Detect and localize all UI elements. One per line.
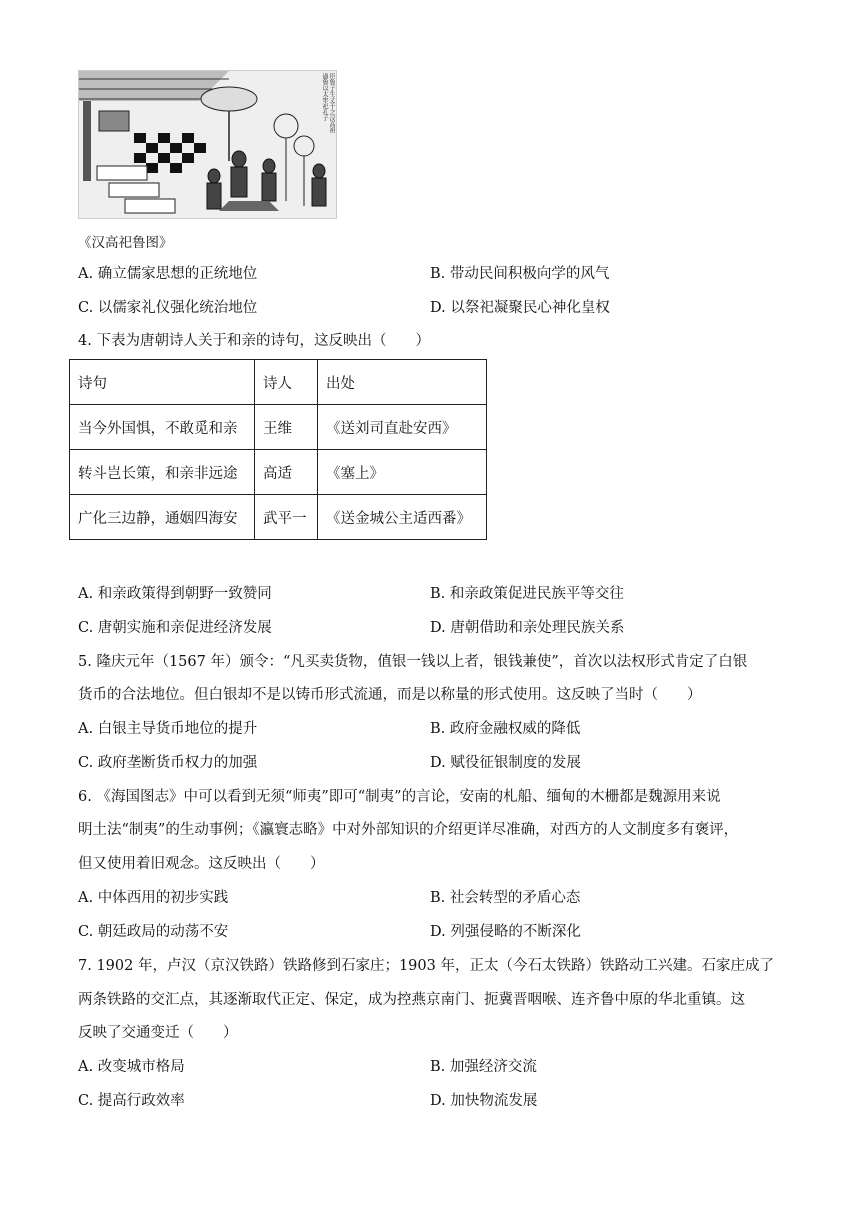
q7-stem-line-3: 反映了交通变迁（ ） bbox=[78, 1025, 238, 1041]
table-header-row bbox=[70, 360, 487, 405]
woodblock-print-image bbox=[79, 71, 336, 218]
table-row bbox=[70, 405, 487, 450]
table-cell: 广化三边静，通姻四海安 bbox=[70, 495, 255, 540]
q5-option-b[interactable]: B. 政府金融权威的降低 bbox=[430, 721, 581, 737]
q7-stem-line-2: 两条铁路的交汇点，其逐渐取代正定、保定，成为控燕京南门、扼冀晋咽喉、连齐鲁中原的华北重镇。这 bbox=[78, 992, 745, 1008]
illustration-inscription: 臣鲁子生丈千之汉高祖過鲁以太牢祀孔子 bbox=[321, 73, 335, 133]
table-cell: 武平一 bbox=[255, 495, 318, 540]
table-row bbox=[70, 495, 487, 540]
q5-stem-line-2: 货币的合法地位。但白银却不是以铸币形式流通，而是以称量的形式使用。这反映了当时（ ） bbox=[78, 687, 702, 703]
q6-option-a[interactable]: A. 中体西用的初步实践 bbox=[78, 890, 229, 906]
q6-stem-line-3: 但又使用着旧观念。这反映出（ ） bbox=[78, 856, 325, 872]
q7-option-c[interactable]: C. 提高行政效率 bbox=[78, 1093, 185, 1109]
q5-option-a[interactable]: A. 白银主导货币地位的提升 bbox=[78, 721, 258, 737]
poem-table bbox=[69, 359, 487, 540]
q3-option-c[interactable]: C. 以儒家礼仪强化统治地位 bbox=[78, 300, 258, 316]
q5-option-c[interactable]: C. 政府垄断货币权力的加强 bbox=[78, 755, 258, 771]
q6-stem-line-2: 明土法“制夷”的生动事例；《瀛寰志略》中对外部知识的介绍更详尽准确，对西方的人文制度多有褒评， bbox=[78, 822, 739, 838]
table-header-cell: 诗句 bbox=[70, 360, 255, 405]
q4-option-d[interactable]: D. 唐朝借助和亲处理民族关系 bbox=[430, 620, 625, 636]
illustration-han-gaozu-sacrifice bbox=[78, 70, 337, 219]
q7-option-d[interactable]: D. 加快物流发展 bbox=[430, 1093, 538, 1109]
q6-option-d[interactable]: D. 列强侵略的不断深化 bbox=[430, 924, 581, 940]
table-cell: 转斗岂长策，和亲非远途 bbox=[70, 450, 255, 495]
table-row bbox=[70, 450, 487, 495]
q4-stem: 4. 下表为唐朝诗人关于和亲的诗句，这反映出（ ） bbox=[78, 333, 430, 349]
q3-option-b[interactable]: B. 带动民间积极向学的风气 bbox=[430, 266, 610, 282]
q6-stem-line-1: 6. 《海国图志》中可以看到无须“师夷”即可“制夷”的言论，安南的札船、缅甸的木栅都是魏源用来说 bbox=[78, 789, 721, 805]
q4-option-a[interactable]: A. 和亲政策得到朝野一致赞同 bbox=[78, 586, 272, 602]
q6-option-b[interactable]: B. 社会转型的矛盾心态 bbox=[430, 890, 581, 906]
table-cell: 高适 bbox=[255, 450, 318, 495]
q7-stem-line-1: 7. 1902 年，卢汉（京汉铁路）铁路修到石家庄；1903 年，正太（今石太铁路）铁路动工兴建。石家庄成了 bbox=[78, 958, 774, 974]
table-header-cell: 出处 bbox=[318, 360, 487, 405]
q7-option-a[interactable]: A. 改变城市格局 bbox=[78, 1059, 185, 1075]
illustration-caption: 《汉高祀鲁图》 bbox=[78, 235, 173, 251]
table-cell: 《塞上》 bbox=[318, 450, 487, 495]
table-cell: 王维 bbox=[255, 405, 318, 450]
table-cell: 当今外国惧，不敢觅和亲 bbox=[70, 405, 255, 450]
table-cell: 《送金城公主适西番》 bbox=[318, 495, 487, 540]
q4-option-b[interactable]: B. 和亲政策促进民族平等交往 bbox=[430, 586, 624, 602]
q3-option-a[interactable]: A. 确立儒家思想的正统地位 bbox=[78, 266, 258, 282]
q3-option-d[interactable]: D. 以祭祀凝聚民心神化皇权 bbox=[430, 300, 610, 316]
table-header-cell: 诗人 bbox=[255, 360, 318, 405]
q7-option-b[interactable]: B. 加强经济交流 bbox=[430, 1059, 537, 1075]
q5-stem-line-1: 5. 隆庆元年（1567 年）颁令：“凡买卖货物，值银一钱以上者，银钱兼使”，首次以法权形式肯定了白银 bbox=[78, 654, 748, 670]
q4-option-c[interactable]: C. 唐朝实施和亲促进经济发展 bbox=[78, 620, 272, 636]
table-cell: 《送刘司直赴安西》 bbox=[318, 405, 487, 450]
q6-option-c[interactable]: C. 朝廷政局的动荡不安 bbox=[78, 924, 229, 940]
q5-option-d[interactable]: D. 赋役征银制度的发展 bbox=[430, 755, 581, 771]
